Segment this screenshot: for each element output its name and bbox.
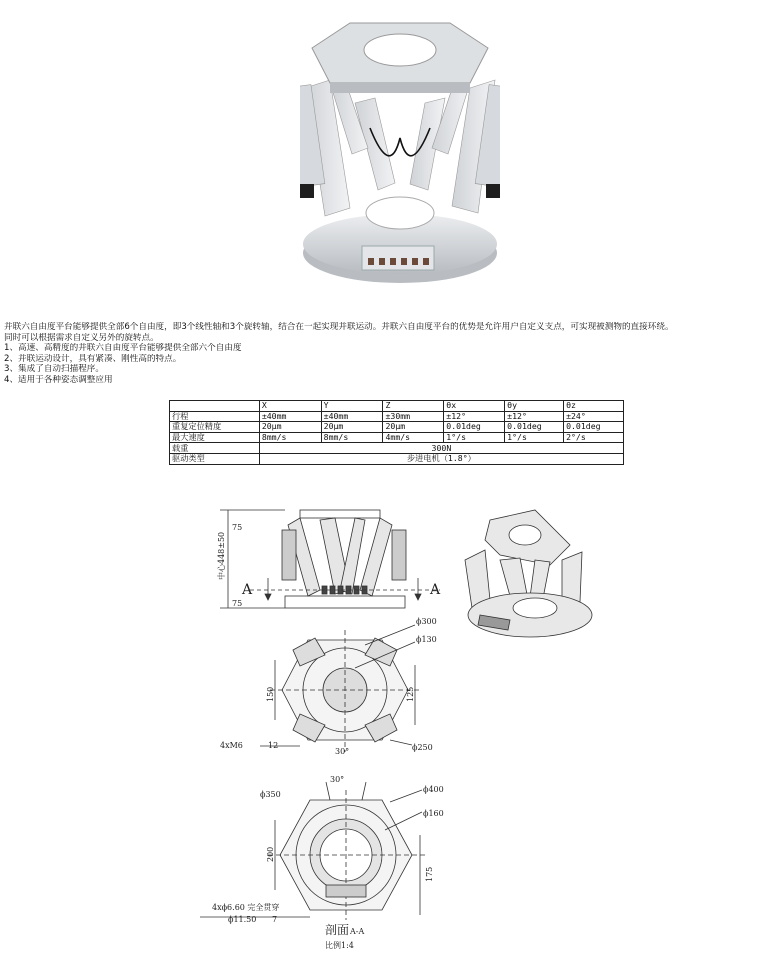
table-cell: 0.01deg xyxy=(444,422,505,433)
row-label: 重复定位精度 xyxy=(170,422,260,433)
table-cell: ±40mm xyxy=(259,411,321,422)
hexapod-photo xyxy=(300,8,500,283)
dim-d400: ϕ400 xyxy=(423,785,444,794)
dim-125: 125 xyxy=(406,686,415,702)
spec-row-drive xyxy=(170,453,624,464)
isometric-view xyxy=(465,510,592,637)
spec-row-speed xyxy=(170,432,624,443)
dim-150: 150 xyxy=(266,686,275,702)
section-id: A-A xyxy=(350,927,365,936)
product-description xyxy=(4,322,776,386)
through-hole-callout: 4xϕ6.60 完全贯穿 xyxy=(212,903,280,912)
table-cell: 20μm xyxy=(383,422,444,433)
header-cell: X xyxy=(259,401,321,412)
technical-drawing xyxy=(190,490,610,960)
table-cell: 8mm/s xyxy=(321,432,383,443)
hole-callout: 4xM6 xyxy=(220,741,243,750)
counterbore-dia: ϕ11.50 xyxy=(228,915,257,924)
header-cell: Z xyxy=(383,401,444,412)
header-cell: θx xyxy=(444,401,505,412)
drawing-scale: 比例1:4 xyxy=(325,941,354,950)
spec-table xyxy=(169,400,624,465)
dim-d300: ϕ300 xyxy=(416,617,437,626)
section-title: 剖面 xyxy=(325,923,350,937)
table-cell: 20μm xyxy=(259,422,321,433)
spec-row-stroke xyxy=(170,411,624,422)
section-view xyxy=(200,782,426,920)
table-cell: 0.01deg xyxy=(564,422,624,433)
header-cell: Y xyxy=(321,401,383,412)
spec-header-row xyxy=(170,401,624,412)
feature-line: 4、适用于各种姿态调整应用 xyxy=(4,374,113,385)
header-cell: θy xyxy=(505,401,564,412)
dim-d130: ϕ130 xyxy=(416,635,437,644)
top-angle: 30° xyxy=(335,747,350,756)
feature-line: 1、高速、高精度的并联六自由度平台能够提供全部六个自由度 xyxy=(4,343,242,354)
description-line: 同时可以根据需求自定义另外的旋转点。 xyxy=(4,332,159,343)
description-line: 并联六自由度平台能够提供全部6个自由度，即3个线性轴和3个旋转轴，结合在一起实现并联运动。并联六自由度平台的优势是允许用户自定义支点，可实现被测物的直接环绕。 xyxy=(4,322,674,332)
table-cell: 2°/s xyxy=(564,432,624,443)
dim-top: 75 xyxy=(232,523,243,532)
dim-200: 200 xyxy=(266,846,275,862)
side-view xyxy=(220,510,440,608)
dim-bottom: 75 xyxy=(232,599,243,608)
dim-175: 175 xyxy=(425,866,434,882)
dim-d350: ϕ350 xyxy=(260,790,281,799)
dim-d250: ϕ250 xyxy=(412,743,433,752)
table-cell: 4mm/s xyxy=(383,432,444,443)
hole-depth: 12 xyxy=(268,741,279,750)
table-cell: ±30mm xyxy=(383,411,444,422)
row-label: 驱动类型 xyxy=(170,453,260,464)
table-cell: 1°/s xyxy=(444,432,505,443)
spec-row-repeatability xyxy=(170,422,624,433)
spec-row-load xyxy=(170,443,624,454)
table-cell: ±40mm xyxy=(321,411,383,422)
table-cell: 300N xyxy=(259,443,623,454)
counterbore-depth: 7 xyxy=(272,915,278,924)
dim-d160: ϕ160 xyxy=(423,809,444,818)
top-view xyxy=(260,625,420,752)
dim-height: 中心448±50 xyxy=(217,531,226,580)
table-cell: 1°/s xyxy=(505,432,564,443)
table-cell: 20μm xyxy=(321,422,383,433)
table-cell: ±12° xyxy=(505,411,564,422)
section-mark-left: A xyxy=(242,582,253,598)
header-cell: θz xyxy=(564,401,624,412)
row-label: 最大速度 xyxy=(170,432,260,443)
bottom-angle: 30° xyxy=(330,775,345,784)
header-cell xyxy=(170,401,260,412)
table-cell: 8mm/s xyxy=(259,432,321,443)
section-mark-right: A xyxy=(430,582,441,598)
feature-line: 2、并联运动设计，具有紧凑、刚性高的特点。 xyxy=(4,353,182,364)
table-cell: 0.01deg xyxy=(505,422,564,433)
table-cell: ±12° xyxy=(444,411,505,422)
row-label: 行程 xyxy=(170,411,260,422)
table-cell: 步进电机（1.8°） xyxy=(259,453,623,464)
feature-line: 3、集成了自动扫描程序。 xyxy=(4,364,104,375)
row-label: 载重 xyxy=(170,443,260,454)
table-cell: ±24° xyxy=(564,411,624,422)
